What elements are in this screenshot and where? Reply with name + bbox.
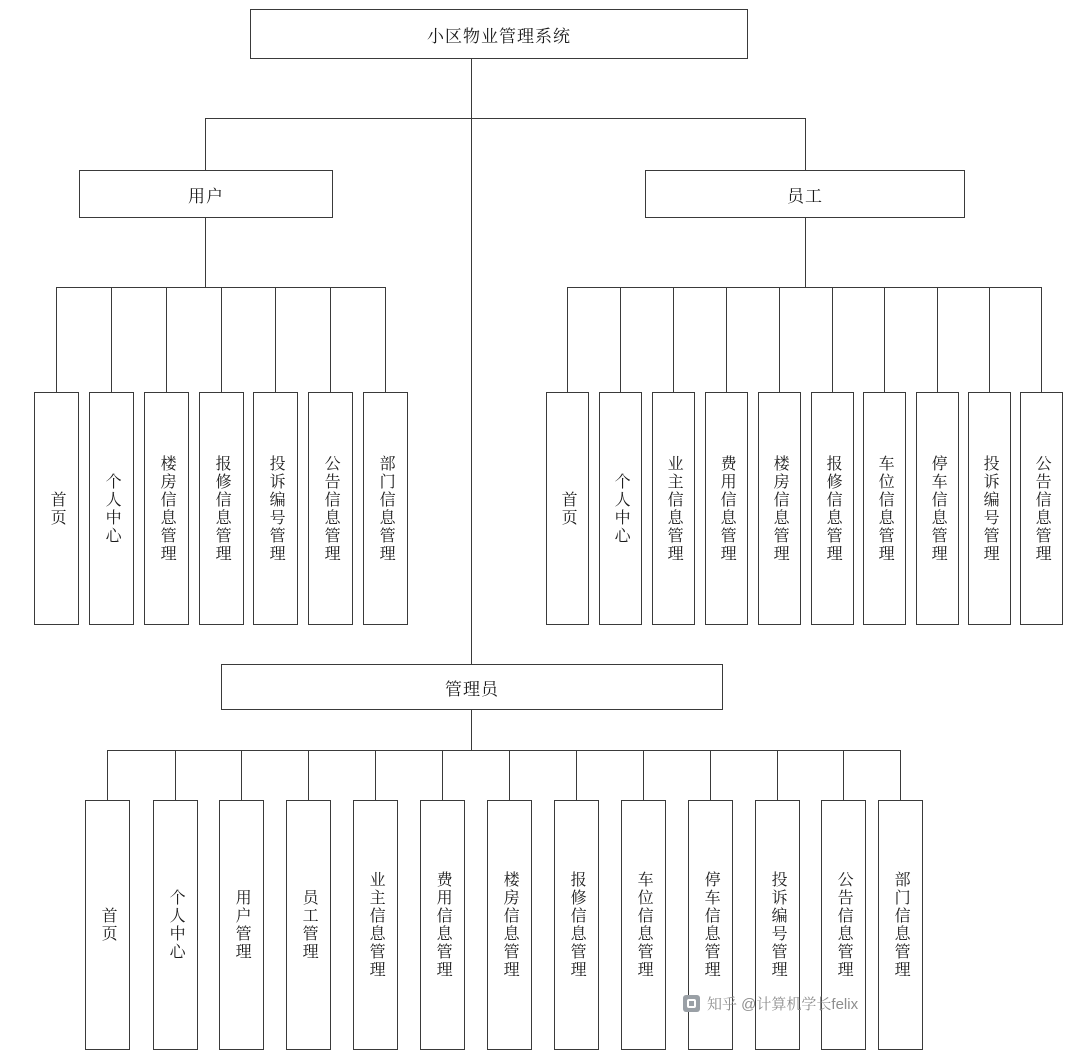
leaf-admin-6 bbox=[487, 800, 532, 1050]
leaf-admin-4 bbox=[353, 800, 398, 1050]
edge-staff-leaf-6 bbox=[884, 287, 885, 392]
leaf-user-4 bbox=[253, 392, 298, 625]
leaf-admin-3-label: 员工管理 bbox=[300, 889, 318, 961]
leaf-admin-5-label: 费用信息管理 bbox=[434, 871, 452, 979]
edge-admin-leaf-12 bbox=[900, 750, 901, 800]
edge-admin-leaf-6 bbox=[509, 750, 510, 800]
leaf-staff-8 bbox=[968, 392, 1011, 625]
edge-staff-bus bbox=[567, 287, 1041, 288]
node-branch-staff bbox=[645, 170, 965, 218]
leaf-staff-5-label: 报修信息管理 bbox=[824, 454, 842, 563]
node-branch-admin-label: 管理员 bbox=[445, 679, 499, 699]
leaf-admin-10-label: 投诉编号管理 bbox=[769, 871, 787, 979]
edge-root-stem bbox=[471, 59, 472, 118]
node-branch-admin bbox=[221, 664, 723, 710]
leaf-user-6-label: 部门信息管理 bbox=[377, 454, 395, 563]
leaf-admin-12 bbox=[878, 800, 923, 1050]
node-branch-user bbox=[79, 170, 333, 218]
leaf-admin-11-label: 公告信息管理 bbox=[835, 871, 853, 979]
leaf-staff-1-label: 个人中心 bbox=[612, 472, 630, 545]
edge-admin-leaf-4 bbox=[375, 750, 376, 800]
leaf-admin-12-label: 部门信息管理 bbox=[892, 871, 910, 979]
edge-admin-leaf-11 bbox=[843, 750, 844, 800]
edge-user-leaf-3 bbox=[221, 287, 222, 392]
leaf-user-5 bbox=[308, 392, 353, 625]
leaf-staff-5 bbox=[811, 392, 854, 625]
edge-root-bus bbox=[205, 118, 805, 119]
leaf-staff-2-label: 业主信息管理 bbox=[665, 454, 683, 563]
leaf-admin-0 bbox=[85, 800, 130, 1050]
leaf-user-2 bbox=[144, 392, 189, 625]
edge-admin-bus bbox=[107, 750, 900, 751]
leaf-staff-0 bbox=[546, 392, 589, 625]
edge-admin-leaf-5 bbox=[442, 750, 443, 800]
node-root-label: 小区物业管理系统 bbox=[427, 26, 571, 46]
edge-user-leaf-5 bbox=[330, 287, 331, 392]
edge-staff-leaf-7 bbox=[937, 287, 938, 392]
leaf-staff-7 bbox=[916, 392, 959, 625]
leaf-admin-2-label: 用户管理 bbox=[233, 889, 251, 961]
leaf-user-2-label: 楼房信息管理 bbox=[158, 454, 176, 563]
edge-staff-leaf-3 bbox=[726, 287, 727, 392]
leaf-staff-9 bbox=[1020, 392, 1063, 625]
leaf-admin-0-label: 首页 bbox=[99, 907, 117, 943]
edge-admin-leaf-10 bbox=[777, 750, 778, 800]
edge-admin-leaf-0 bbox=[107, 750, 108, 800]
edge-staff-leaf-9 bbox=[1041, 287, 1042, 392]
leaf-user-3 bbox=[199, 392, 244, 625]
leaf-user-0-label: 首页 bbox=[48, 490, 66, 527]
edge-user-leaf-4 bbox=[275, 287, 276, 392]
leaf-staff-3 bbox=[705, 392, 748, 625]
leaf-staff-4 bbox=[758, 392, 801, 625]
node-root bbox=[250, 9, 748, 59]
leaf-admin-7 bbox=[554, 800, 599, 1050]
edge-admin-leaf-7 bbox=[576, 750, 577, 800]
leaf-staff-2 bbox=[652, 392, 695, 625]
leaf-staff-7-label: 停车信息管理 bbox=[929, 454, 947, 563]
leaf-user-3-label: 报修信息管理 bbox=[213, 454, 231, 563]
edge-admin-leaf-1 bbox=[175, 750, 176, 800]
leaf-user-5-label: 公告信息管理 bbox=[322, 454, 340, 563]
leaf-admin-1-label: 个人中心 bbox=[167, 889, 185, 961]
leaf-admin-4-label: 业主信息管理 bbox=[367, 871, 385, 979]
edge-root-to-staff bbox=[805, 118, 806, 171]
leaf-admin-8 bbox=[621, 800, 666, 1050]
edge-staff-leaf-1 bbox=[620, 287, 621, 392]
edge-root-to-user bbox=[205, 118, 206, 171]
edge-admin-leaf-3 bbox=[308, 750, 309, 800]
leaf-staff-3-label: 费用信息管理 bbox=[718, 454, 736, 563]
leaf-staff-4-label: 楼房信息管理 bbox=[771, 454, 789, 563]
leaf-user-1-label: 个人中心 bbox=[103, 472, 121, 545]
edge-admin-stem bbox=[471, 710, 472, 750]
edge-user-leaf-2 bbox=[166, 287, 167, 392]
edge-staff-leaf-2 bbox=[673, 287, 674, 392]
leaf-staff-6-label: 车位信息管理 bbox=[876, 454, 894, 563]
node-branch-staff-label: 员工 bbox=[787, 186, 823, 206]
edge-root-to-admin bbox=[471, 118, 472, 664]
edge-admin-leaf-8 bbox=[643, 750, 644, 800]
zhihu-logo-icon bbox=[683, 995, 700, 1012]
leaf-admin-3 bbox=[286, 800, 331, 1050]
leaf-admin-2 bbox=[219, 800, 264, 1050]
leaf-user-4-label: 投诉编号管理 bbox=[267, 454, 285, 563]
edge-user-leaf-1 bbox=[111, 287, 112, 392]
leaf-staff-9-label: 公告信息管理 bbox=[1033, 454, 1051, 563]
watermark-text: 知乎 @计算机学长felix bbox=[707, 996, 859, 1013]
edge-staff-leaf-0 bbox=[567, 287, 568, 392]
edge-staff-leaf-5 bbox=[832, 287, 833, 392]
edge-staff-stem bbox=[805, 218, 806, 287]
leaf-admin-9-label: 停车信息管理 bbox=[702, 871, 720, 979]
edge-staff-leaf-8 bbox=[989, 287, 990, 392]
leaf-admin-1 bbox=[153, 800, 198, 1050]
edge-staff-leaf-4 bbox=[779, 287, 780, 392]
edge-admin-leaf-9 bbox=[710, 750, 711, 800]
leaf-staff-1 bbox=[599, 392, 642, 625]
watermark bbox=[683, 993, 858, 1014]
node-branch-user-label: 用户 bbox=[188, 186, 224, 206]
leaf-user-0 bbox=[34, 392, 79, 625]
edge-user-stem bbox=[205, 218, 206, 287]
leaf-user-1 bbox=[89, 392, 134, 625]
leaf-admin-8-label: 车位信息管理 bbox=[635, 871, 653, 979]
edge-user-leaf-6 bbox=[385, 287, 386, 392]
leaf-staff-0-label: 首页 bbox=[559, 490, 577, 527]
edge-user-leaf-0 bbox=[56, 287, 57, 392]
leaf-admin-5 bbox=[420, 800, 465, 1050]
leaf-staff-6 bbox=[863, 392, 906, 625]
leaf-user-6 bbox=[363, 392, 408, 625]
leaf-admin-6-label: 楼房信息管理 bbox=[501, 871, 519, 979]
edge-admin-leaf-2 bbox=[241, 750, 242, 800]
leaf-admin-7-label: 报修信息管理 bbox=[568, 871, 586, 979]
leaf-staff-8-label: 投诉编号管理 bbox=[981, 454, 999, 563]
